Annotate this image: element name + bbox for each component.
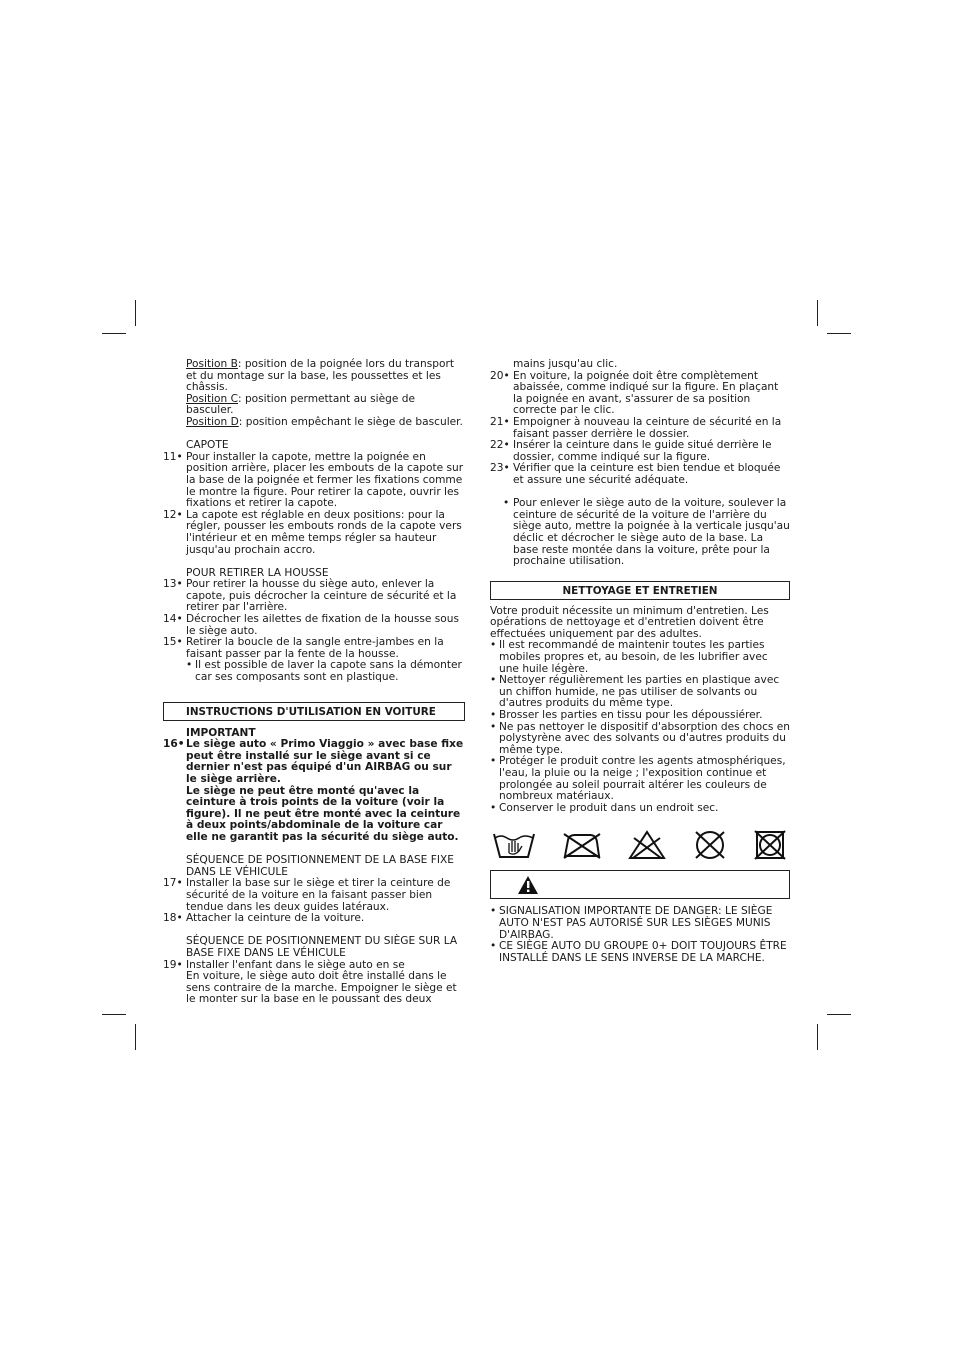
crop-mark — [102, 1014, 126, 1015]
cleaning-bullet: • Il est recommandé de maintenir toutes les parties mobiles propres et, au besoin, de les lubrifier avec une huile légère. — [490, 639, 768, 675]
crop-mark — [102, 333, 126, 334]
position-d: Position D: position empêchant le siège de basculer. — [186, 415, 463, 428]
cleaning-bullet: • Nettoyer régulièrement les parties en plastique avec un chiffon humide, ne pas utiliser de solvants ou d'autres produits du même type. — [490, 674, 780, 710]
instructions-section-box: INSTRUCTIONS D'UTILISATION EN VOITURE — [163, 702, 465, 721]
instruction-item: 20• En voiture, la poignée doit être complètement abaissée, comme indiqué sur la figure. En plaçant la poignée en avant, s'assurer de sa position correcte par le clic. — [490, 369, 779, 417]
instruction-item: 14• Décrocher les ailettes de fixation de la housse sous le siège auto. — [163, 613, 460, 637]
removal-bullet: • Pour enlever le siège auto de la voiture, soulever la ceinture de sécurité de la voiture de l'arrière du siège auto, mettre la poignée à la verticale jusqu'au déclic et décrocher le siège auto de la base. La base reste montée dans la voiture, prête pour la prochaine utilisation. — [503, 497, 790, 568]
warning-bullet: • SIGNALISATION IMPORTANTE DE DANGER: LE SIÈGE AUTO N'EST PAS AUTORISÉ SUR LES SIÈGES MUNIS D'AIRBAG. — [490, 905, 773, 941]
crop-mark — [827, 333, 851, 334]
position-c: Position C: position permettant au siège de basculer. — [186, 392, 415, 417]
instruction-item: 18• Attacher la ceinture de la voiture. — [163, 912, 365, 925]
important-heading: IMPORTANT — [186, 726, 256, 739]
crop-mark — [135, 1024, 136, 1050]
cleaning-bullet: • Brosser les parties en tissu pour les dépoussiérer. — [490, 709, 763, 722]
capote-heading: CAPOTE — [186, 439, 229, 452]
warning-bullet: • CE SIÈGE AUTO DU GROUPE 0+ DOIT TOUJOURS ÊTRE INSTALLÉ DANS LE SENS INVERSE DE LA MARCHE. — [490, 940, 787, 964]
left-column — [163, 359, 465, 1006]
cleaning-bullet: • Ne pas nettoyer le dispositif d'absorption des chocs en polystyrène avec des solvants ou d'autres produits du même type. — [490, 720, 791, 756]
cleaning-section-box: NETTOYAGE ET ENTRETIEN — [490, 581, 790, 600]
instruction-item: 13• Pour retirer la housse du siège auto, enlever la capote, puis décrocher la ceinture de sécurité et la retirer par l'arrière. — [163, 578, 457, 614]
hand-wash-icon — [492, 830, 536, 860]
care-symbols — [490, 828, 790, 862]
instruction-item: 23• Vérifier que la ceinture est bien tendue et bloquée et assure une sécurité adéquate. — [490, 462, 781, 486]
no-iron-icon — [562, 830, 602, 860]
instruction-item: 12• La capote est réglable en deux positions: pour la régler, pousser les embouts ronds de la capote vers l'intérieur et en même temps régler sa hauteur jusqu'au prochain accro. — [163, 508, 462, 556]
right-column — [490, 359, 790, 964]
instruction-item: 21• Empoigner à nouveau la ceinture de sécurité en la faisant passer derrière le dossier. — [490, 415, 782, 440]
no-tumble-dry-icon — [754, 830, 786, 860]
crop-mark — [817, 300, 818, 326]
cleaning-intro: Votre produit nécessite un minimum d'entretien. Les opérations de nettoyage et d'entretien doivent être effectuées uniquement par des adultes. — [490, 604, 769, 640]
no-dry-clean-icon — [692, 830, 728, 860]
instruction-item: 19• Installer l'enfant dans le siège auto en se — [163, 958, 405, 971]
instruction-item: 11• Pour installer la capote, mettre la poignée en position arrière, placer les embouts de la capote sur la base de la poignée et fermer les fixations comme le montre la figure. Pour retirer la capote, ouvrir les fixations et retirer la capote. — [163, 450, 464, 510]
important-item: 16• Le siège auto « Primo Viaggio » avec base fixe peut être installé sur le siège avant si ce dernier n'est pas équipé d'un AIRBAG ou sur le siège arrière. — [163, 738, 464, 785]
housse-heading: POUR RETIRER LA HOUSSE — [186, 566, 329, 579]
warning-triangle-icon — [517, 875, 539, 895]
cleaning-bullet: • Conserver le produit dans un endroit sec. — [490, 801, 719, 814]
instruction-item: 17• Installer la base sur le siège et tirer la ceinture de sécurité de la voiture en la faisant passer bien tendue dans les deux guides latéraux. — [163, 877, 451, 913]
position-b: Position B: position de la poignée lors du transport et du montage sur la base, les poussettes et les châssis. — [186, 358, 454, 394]
instruction-item: 15• Retirer la boucle de la sangle entre-jambes en la faisant passer par la fente de la housse. — [163, 636, 444, 660]
instruction-text: En voiture, le siège auto doit être installé dans le sens contraire de la marche. Empoigner le siège et le monter sur la base en le poussant des deux — [186, 970, 457, 1006]
continuation-text: mains jusqu'au clic. — [513, 358, 618, 370]
no-bleach-icon — [628, 830, 666, 860]
danger-warning-box — [490, 870, 790, 899]
crop-mark — [135, 300, 136, 326]
important-text: Le siège ne peut être monté qu'avec la ceinture à trois points de la voiture (voir la figure). Il ne peut être monté avec la ceinture à deux points/abdominale de la voiture car elle ne garantit pas la sécurité du siège auto. — [186, 784, 461, 843]
crop-mark — [817, 1024, 818, 1050]
base-sequence-heading: SÉQUENCE DE POSITIONNEMENT DE LA BASE FIXE DANS LE VÉHICULE — [186, 854, 454, 878]
crop-mark — [827, 1014, 851, 1015]
instruction-item: 22• Insérer la ceinture dans le guide situé derrière le dossier, comme indiqué sur la figure. — [490, 439, 772, 463]
bullet-item: • Il est possible de laver la capote sans la démonter car ses composants sont en plastique. — [186, 659, 462, 684]
seat-sequence-heading: SÉQUENCE DE POSITIONNEMENT DU SIÈGE SUR LA BASE FIXE DANS LE VÉHICULE — [186, 935, 458, 959]
cleaning-bullet: • Protéger le produit contre les agents atmosphériques, l'eau, la pluie ou la neige ; l'exposition continue et prolongée au soleil pourrait altérer les couleurs de nombreux matériaux. — [490, 755, 786, 803]
